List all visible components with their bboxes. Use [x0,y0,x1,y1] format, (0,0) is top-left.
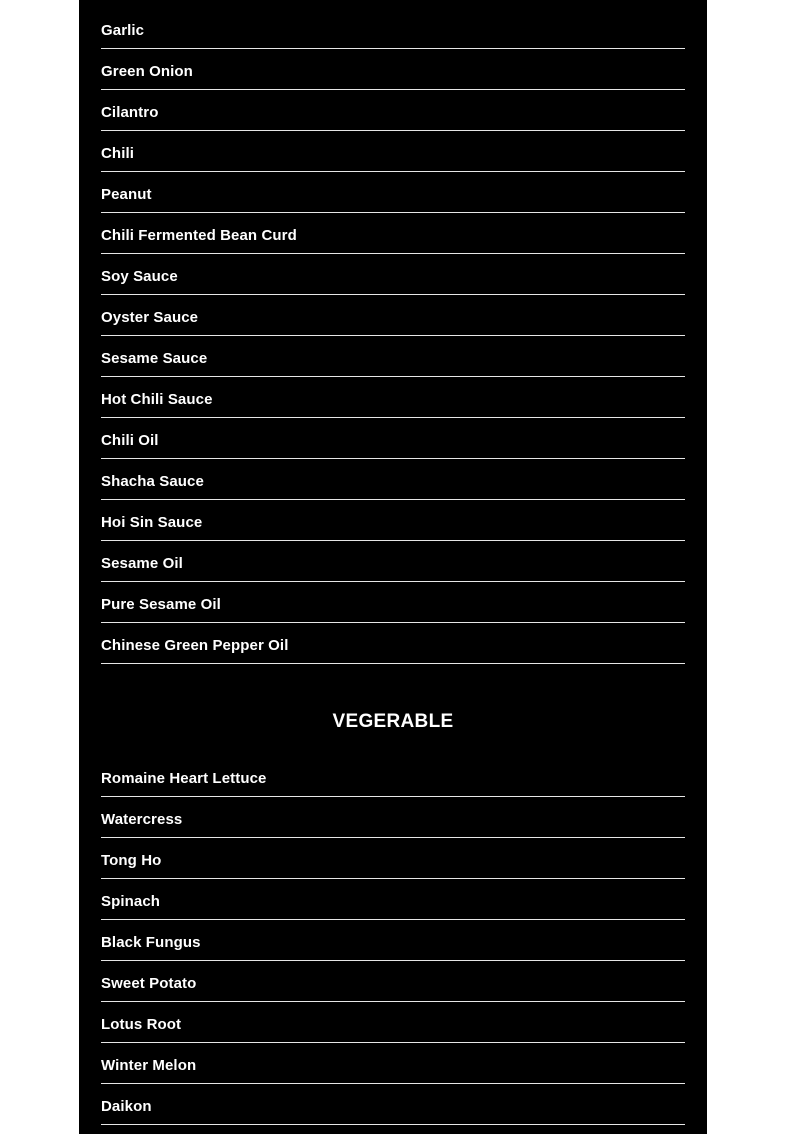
list-item[interactable] [101,90,685,131]
list-item[interactable] [101,1002,685,1043]
list-item[interactable] [101,756,685,797]
item-label: Chili [101,144,134,162]
list-item[interactable] [101,295,685,336]
item-label: Hot Chili Sauce [101,390,213,408]
item-label: Chili Fermented Bean Curd [101,226,297,244]
item-label: Lotus Root [101,1015,182,1033]
list-item[interactable] [101,961,685,1002]
list-item[interactable] [101,500,685,541]
item-label: Spinach [101,892,161,910]
item-label: Shacha Sauce [101,472,204,490]
item-label: Winter Melon [101,1056,197,1074]
list-item[interactable] [101,254,685,295]
item-label: Green Onion [101,62,193,80]
section-title-vegetable: VEGERABLE [332,711,454,732]
list-item[interactable] [101,582,685,623]
list-item[interactable] [101,541,685,582]
vegetable-list [101,756,685,1125]
list-item[interactable] [101,418,685,459]
list-item[interactable] [101,8,685,49]
list-item[interactable] [101,459,685,500]
item-label: Romaine Heart Lettuce [101,769,267,787]
list-item[interactable] [101,213,685,254]
item-label: Sweet Potato [101,974,197,992]
item-label: Garlic [101,21,145,39]
item-label: Daikon [101,1097,152,1115]
list-item[interactable] [101,623,685,664]
list-item[interactable] [101,377,685,418]
list-item[interactable] [101,172,685,213]
item-label: Chili Oil [101,431,159,449]
item-label: Pure Sesame Oil [101,595,221,613]
list-item[interactable] [101,920,685,961]
item-label: Chinese Green Pepper Oil [101,636,289,654]
menu-panel [79,0,707,1134]
item-label: Soy Sauce [101,267,178,285]
item-label: Peanut [101,185,152,203]
list-item[interactable] [101,838,685,879]
item-label: Sesame Oil [101,554,183,572]
item-label: Hoi Sin Sauce [101,513,203,531]
list-item[interactable] [101,797,685,838]
list-item[interactable] [101,336,685,377]
item-label: Cilantro [101,103,159,121]
item-label: Oyster Sauce [101,308,199,326]
item-label: Sesame Sauce [101,349,208,367]
item-label: Tong Ho [101,851,162,869]
list-item[interactable] [101,131,685,172]
list-item[interactable] [101,1084,685,1125]
list-item[interactable] [101,879,685,920]
list-item[interactable] [101,1043,685,1084]
condiment-list [101,8,685,664]
list-item[interactable] [101,49,685,90]
item-label: Watercress [101,810,183,828]
item-label: Black Fungus [101,933,201,951]
